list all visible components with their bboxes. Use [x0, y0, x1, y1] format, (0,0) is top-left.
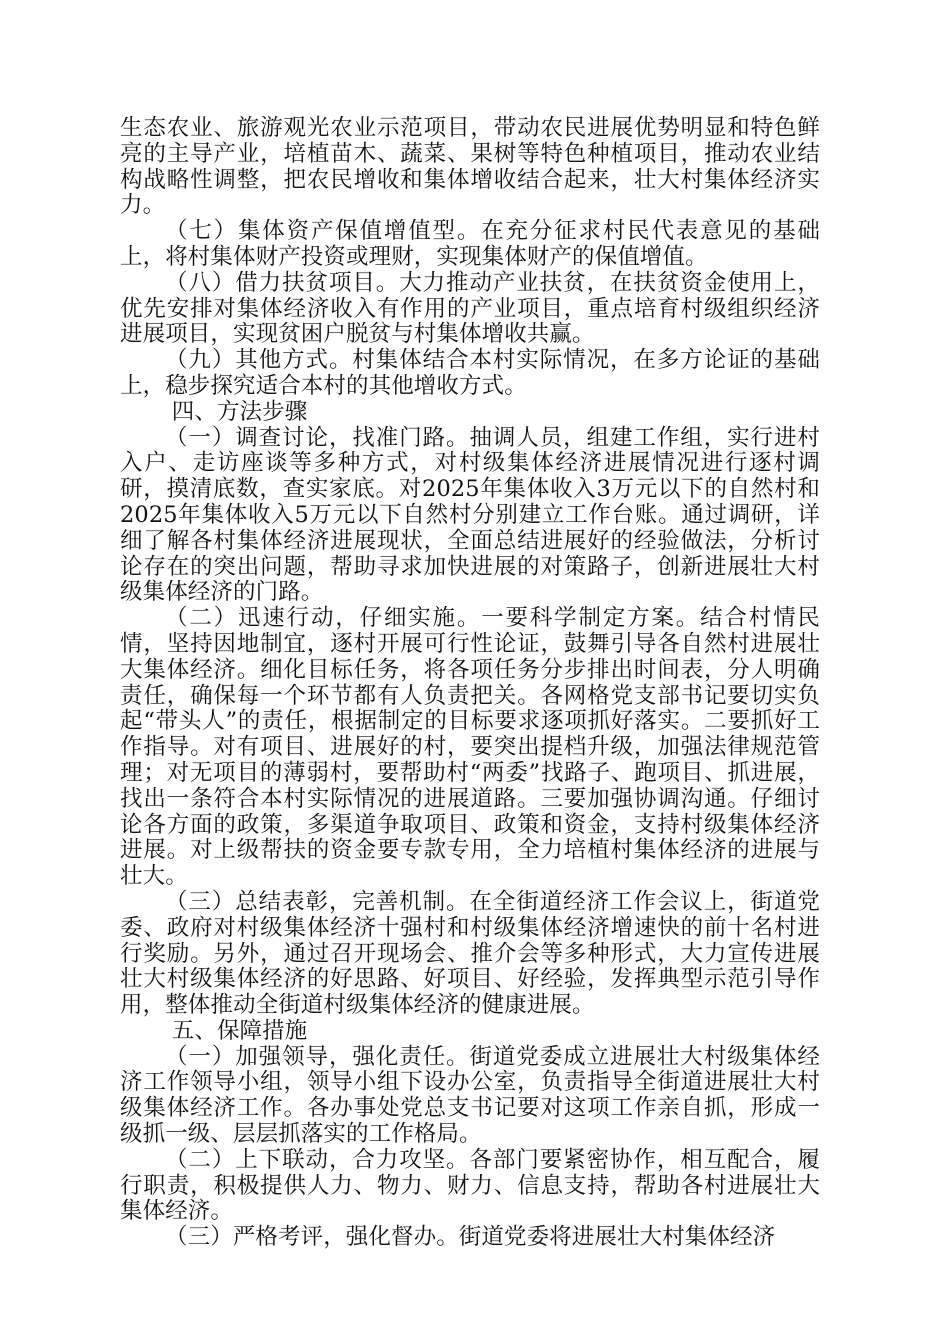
paragraph-item-8: （八）借力扶贫项目。大力推动产业扶贫，在扶贫资金使用上，优先安排对集体经济收入有作用的产业项目，重点培育村级组织经济进展项目，实现贫困户脱贫与村集体增收共赢。 — [120, 269, 820, 348]
paragraph-methods-2: （二）迅速行动，仔细实施。一要科学制定方案。结合村情民情，坚持因地制宜，逐村开展可行性论证，鼓舞引导各自然村进展壮大集体经济。细化目标任务，将各项任务分步排出时间表，分人明确责任，确保每一个环节都有人负责把关。各网格党支部书记要切实负起“带头人”的责任，根据制定的目标要求逐项抓好落实。二要抓好工作指导。对有项目、进展好的村，要突出提档升级，加强法律规范管理；对无项目的薄弱村，要帮助村“两委”找路子、跑项目、抓进展，找出一条符合本村实际情况的进展道路。三要加强协调沟通。仔细讨论各方面的政策，多渠道争取项目、政策和资金，支持村级集体经济进展。对上级帮扶的资金要专款专用，全力培植村集体经济的进展与壮大。 — [120, 605, 820, 890]
paragraph-safeguards-1: （一）加强领导，强化责任。街道党委成立进展壮大村级集体经济工作领导小组，领导小组下设办公室，负责指导全街道进展壮大村级集体经济工作。各办事处党总支书记要对这项工作亲自抓，形成一级抓一级、层层抓落实的工作格局。 — [120, 1043, 820, 1148]
paragraph-continuation: 生态农业、旅游观光农业示范项目，带动农民进展优势明显和特色鲜亮的主导产业，培植苗木、蔬菜、果树等特色种植项目，推动农业结构战略性调整，把农民增收和集体增收结合起来，壮大村集体经济实力。 — [120, 115, 820, 219]
paragraph-methods-1: （一）调查讨论，找准门路。抽调人员，组建工作组，实行进村入户、走访座谈等多种方式，对村级集体经济进展情况进行逐村调研，摸清底数，查实家底。对2025年集体收入3万元以下的自然村和2025年集体收入5万元以下自然村分别建立工作台账。通过调研，详细了解各村集体经济进展现状，全面总结进展好的经验做法，分析讨论存在的突出问题，帮助寻求加快进展的对策路子，创新进展壮大村级集体经济的门路。 — [120, 424, 820, 606]
paragraph-item-7: （七）集体资产保值增值型。在充分征求村民代表意见的基础上，将村集体财产投资或理财，实现集体财产的保值增值。 — [120, 218, 820, 270]
paragraph-safeguards-3: （三）严格考评，强化督办。街道党委将进展壮大村集体经济 — [165, 1224, 776, 1251]
section-heading-methods: 四、方法步骤 — [171, 398, 308, 425]
paragraph-safeguards-2: （二）上下联动，合力攻坚。各部门要紧密协作，相互配合，履行职责，积极提供人力、物力、财力、信息支持，帮助各村进展壮大集体经济。 — [120, 1146, 820, 1225]
section-heading-safeguards: 五、保障措施 — [171, 1017, 308, 1044]
paragraph-item-9: （九）其他方式。村集体结合本村实际情况，在多方论证的基础上，稳步探究适合本村的其他增收方式。 — [120, 347, 820, 399]
paragraph-methods-3: （三）总结表彰，完善机制。在全街道经济工作会议上，街道党委、政府对村级集体经济十强村和村级集体经济增速快的前十名村进行奖励。另外，通过召开现场会、推介会等多种形式，大力宣传进展壮大村级集体经济的好思路、好项目、好经验，发挥典型示范引导作用，整体推动全街道村级集体经济的健康进展。 — [120, 888, 820, 1019]
document-page — [120, 116, 820, 1251]
